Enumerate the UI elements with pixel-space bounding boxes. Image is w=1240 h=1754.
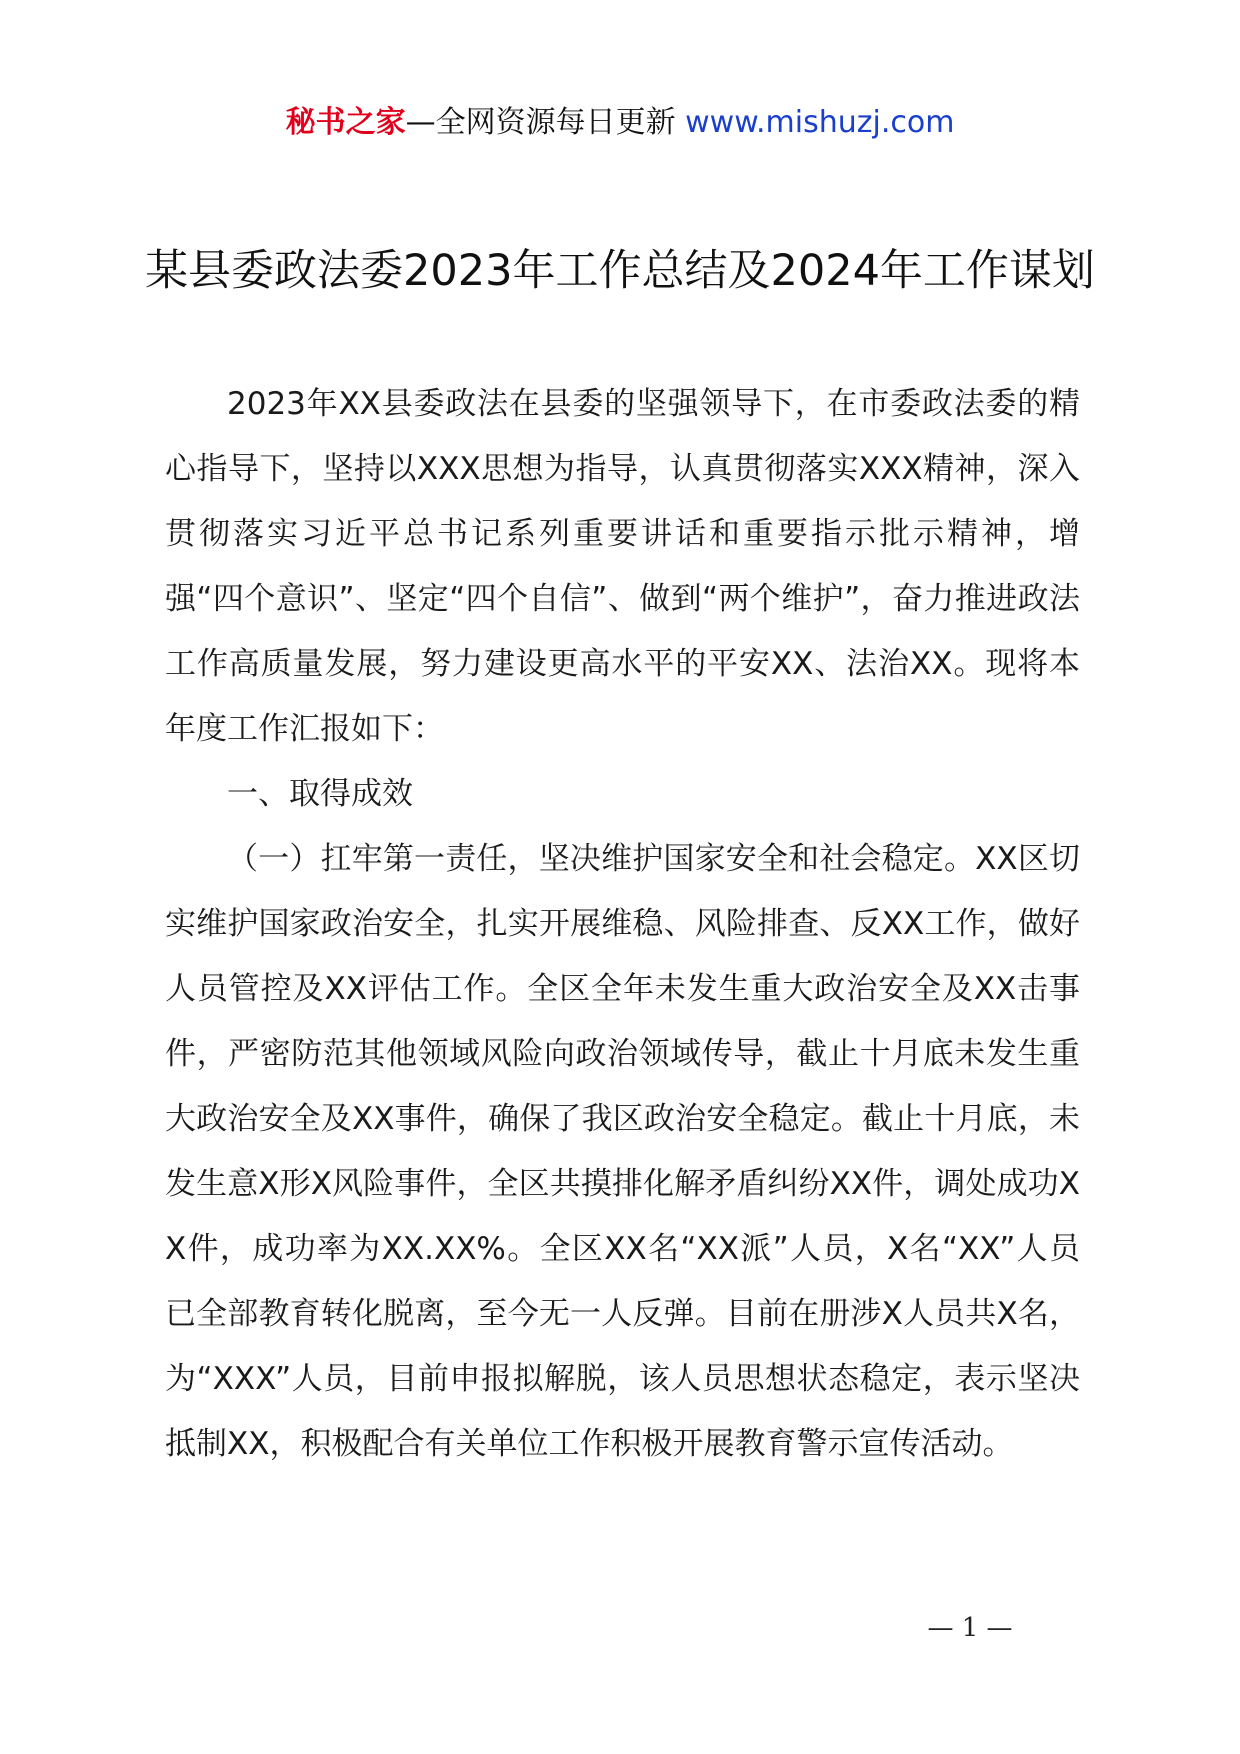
- page-number: — 1 —: [927, 1613, 1013, 1643]
- document-body: [165, 372, 1080, 1477]
- site-url-link[interactable]: www.mishuzj.com: [685, 105, 955, 140]
- site-slogan: —全网资源每日更新: [405, 105, 676, 140]
- page-header: [0, 98, 1240, 148]
- document-title: 某县委政法委2023年工作总结及2024年工作谋划: [145, 246, 1095, 296]
- section-heading-1: 一、取得成效: [227, 776, 413, 812]
- intro-paragraph: 2023年XX县委政法在县委的坚强领导下，在市委政法委的精心指导下，坚持以XXX思想为指导，认真贯彻落实XXX精神，深入贯彻落实习近平总书记系列重要讲话和重要指示批示精神，增强“四个意识”、坚定“四个自信”、做到“两个维护”，奋力推进政法工作高质量发展，努力建设更高水平的平安XX、法治XX。现将本年度工作汇报如下：: [165, 386, 1080, 747]
- site-name: 秘书之家: [285, 105, 406, 140]
- section-1-paragraph-1: （一）扛牢第一责任，坚决维护国家安全和社会稳定。XX区切实维护国家政治安全，扎实开展维稳、风险排查、反XX工作，做好人员管控及XX评估工作。全区全年未发生重大政治安全及XX击事件，严密防范其他领域风险向政治领域传导，截止十月底未发生重大政治安全及XX事件，确保了我区政治安全稳定。截止十月底，未发生意X形X风险事件，全区共摸排化解矛盾纠纷XX件，调处成功XX件，成功率为XX.XX%。全区XX名“XX派”人员，X名“XX”人员已全部教育转化脱离，至今无一人反弹。目前在册涉X人员共X名，为“XXX”人员，目前申报拟解脱，该人员思想状态稳定，表示坚决抵制XX，积极配合有关单位工作积极开展教育警示宣传活动。: [165, 841, 1080, 1462]
